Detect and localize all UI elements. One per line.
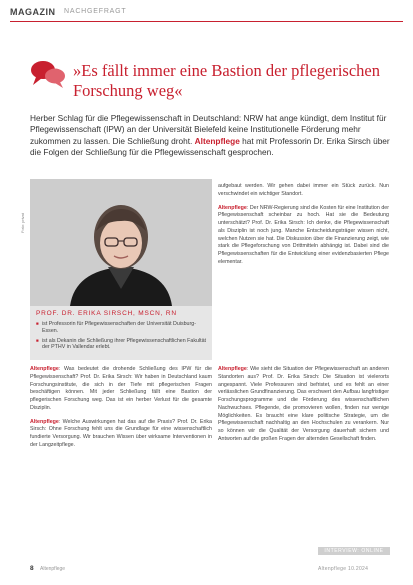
bio-caption (30, 306, 212, 360)
paragraph (30, 419, 212, 450)
column-right-bottom (218, 366, 389, 450)
paragraph-text: aufgebaut werden. Wir gehen dabei immer ein Stück zurück. Nun verschwindet ein wichtiger Standort. (218, 183, 389, 197)
portrait-photo (30, 179, 212, 306)
footer-magazine-name: Altenpflege (40, 566, 66, 572)
paragraph-text: : Der NRW-Regierung sind die Kosten für eine Institution der Pflegewissenschaft scheinbar zu hoch. Hat sie die Bedeutung unterschätzt? Prof. Dr. Erika Sirsch: Ich denke, die Pflegewissenschaft als Disziplin ist noch jung. Manche Entscheidungsträger wissen nicht, welchen Nutzen sie hat. Die Diskussion über die Finanzierung zeigt, wie stark die Pflegeforschung von Drittmitteln abhängig ist. Dabei sind die Pflegewissenschaften für die Entwicklung einer evidenzbasierten Pflege elementar. (218, 204, 389, 265)
header-rule (10, 21, 403, 22)
footer-issue: Altenpflege 10.2024 (318, 566, 369, 572)
speech-bubbles-icon (30, 58, 66, 90)
article-headline: »Es fällt immer eine Bastion der pflegerischen Forschung weg« (73, 61, 380, 100)
paragraph (218, 366, 389, 444)
paragraph (218, 183, 389, 199)
bio-item: ■ ist als Dekanin die Schließung ihrer Pflegewissenschaftlichen Fakultät der PTHV in Vallendar erlebt. (36, 338, 206, 352)
column-left-bottom (30, 366, 212, 456)
magazine-header (10, 7, 403, 19)
intro-text-end: hat mit Professorin Dr. Erika Sirsch über die Folgen der Schließung für die Pflegewissenschaft gesprochen. (30, 135, 390, 158)
section-label: MAGAZIN (10, 7, 56, 17)
paragraph-accent: Altenpflege (218, 366, 247, 372)
intro-text: Herber Schlag für die Pflegewissenschaft in Deutschland: NRW hat ange kündigt, dem Institut für Pflegewissenschaft (IPW) an der Universität Bielefeld keine Institutionelle Förderung mehr zukommen zu lassen. Die Schließung droht. (30, 113, 387, 146)
paragraph-text: : Welche Auswirkungen hat das auf die Praxis? Prof. Dr. Erika Sirsch: Ohne Forschung fehlt uns die Grundlage für eine wissenschaftlich fundierte Versorgung. Wir brauchen Wissen über wirksame Interventionen in der Langzeitpflege. (30, 418, 212, 448)
bio-item: ■ ist Professorin für Pflegewissenschaften der Universität Duisburg-Essen. (36, 321, 206, 335)
photo-credit: Foto: privat (20, 212, 25, 233)
paragraph-accent: Altenpflege (30, 366, 59, 372)
bio-name: PROF. DR. ERIKA SIRSCH, MSCN, RN (36, 310, 177, 317)
article-intro (30, 113, 400, 159)
subsection-label: NACHGEFRAGT (64, 8, 127, 15)
interview-online-link[interactable]: INTERVIEW: ONLINE (318, 547, 390, 555)
paragraph-text: : Was bedeutet die drohende Schließung des IPW für die Pflegewissenschaft? Prof. Dr. Erika Sirsch: Wir haben in Deutschland kaum Forschungsinstitute, die sich in der Tiefe mit pflegerischen Fragen beschäftigen können. Mit jeder Schließung fällt eine Bastion der pflegerischen Forschung weg. Das ist ein herber Verlust für die gesamte Disziplin. (30, 366, 212, 411)
paragraph (30, 366, 212, 413)
paragraph-text: : Wie sieht die Situation der Pflegewissenschaft an anderen Standorten aus? Prof. Dr. Erika Sirsch: Die Situation ist vielerorts angespannt. Viele Professuren sind befristet, und es fehlt an einer verlässlichen Grundfinanzierung. Das erschwert den Aufbau langfristiger Forschungsprogramme und die Förderung des wissenschaftlichen Nachwuchses. Pflegende, die promovieren wollen, finden nur wenige Möglichkeiten. Es braucht eine klare politische Strategie, um die Pflegewissenschaft nachhaltig an den Hochschulen zu verankern. Nur so können wir die Qualität der Versorgung dauerhaft sichern und Antworten auf die großen Fragen der alternden Gesellschaft finden. (218, 366, 389, 442)
column-right-top (218, 183, 389, 273)
intro-accent: Altenpflege (194, 135, 240, 146)
paragraph-accent: Altenpflege (218, 204, 247, 211)
paragraph-accent: Altenpflege (30, 418, 59, 425)
page-number: 8 (30, 565, 34, 572)
paragraph (218, 205, 389, 267)
portrait-illustration (30, 179, 212, 306)
